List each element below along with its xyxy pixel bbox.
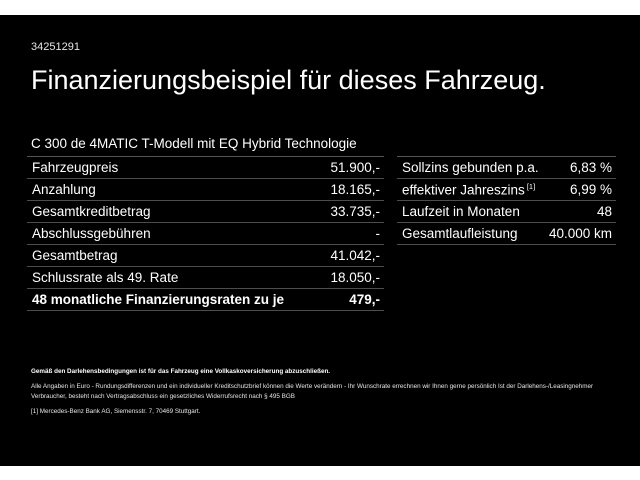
row-label: Gesamtlaufleistung (402, 226, 518, 241)
headline: Finanzierungsbeispiel für dieses Fahrzeug. (31, 65, 546, 95)
table-row (397, 157, 616, 179)
row-label: Abschlussgebühren (32, 226, 151, 241)
footnote-marker: [1] (526, 181, 536, 191)
row-value: 479,- (349, 292, 380, 307)
reference-id: 34251291 (31, 41, 80, 53)
table-row (27, 245, 384, 267)
row-value: 40.000 km (548, 226, 612, 241)
row-label: 48 monatliche Finanzierungsraten zu je (32, 292, 285, 307)
footnote-text: [1] Mercedes-Benz Bank AG, Siemensstr. 7, 70469 Stuttgart. (31, 407, 201, 415)
financing-panel (0, 15, 640, 466)
insurance-note: Gemäß den Darlehensbedingungen ist für das Fahrzeug eine Vollkaskoversicherung abzuschließen. (31, 368, 331, 375)
row-label: effektiver Jahreszins (402, 182, 525, 198)
row-value: 6,99 % (569, 182, 612, 197)
table-row (397, 201, 616, 223)
row-label: Schlussrate als 49. Rate (32, 270, 179, 285)
legal-notes (31, 367, 611, 417)
row-label: Laufzeit in Monaten (402, 204, 520, 219)
row-value: 18.165,- (330, 182, 380, 197)
row-label: Gesamtkreditbetrag (32, 204, 151, 219)
row-label: Sollzins gebunden p.a. (402, 160, 539, 175)
model-name: C 300 de 4MATIC T-Modell mit EQ Hybrid Technologie (31, 136, 357, 151)
table-row (397, 223, 616, 245)
table-row (27, 201, 384, 223)
row-label: Fahrzeugpreis (32, 160, 119, 175)
table-row (27, 157, 384, 179)
row-label: Anzahlung (32, 182, 96, 197)
row-value: - (375, 226, 380, 241)
monthly-rate-row (27, 289, 384, 311)
row-value: 33.735,- (330, 204, 380, 219)
row-value: 6,83 % (569, 160, 612, 175)
table-row (397, 179, 616, 201)
interest-table (397, 156, 616, 245)
table-row (27, 179, 384, 201)
table-row (27, 267, 384, 289)
row-value: 18.050,- (330, 270, 380, 285)
disclaimer-text: Alle Angaben in Euro - Rundungsdifferenzen und ein individueller Kreditschutzbrief können die Werte verändern - Ihr Wunschrate errechnen wir Ihnen gerne persönlich Ist der Darlehens-/Leasingnehmer Verbraucher, besteht nach Vertragsabschluss ein gesetzliches Widerrufsrecht nach § 495 BGB (31, 382, 594, 400)
row-value: 48 (596, 204, 612, 219)
row-label: Gesamtbetrag (32, 248, 118, 263)
table-row (27, 223, 384, 245)
row-value: 41.042,- (330, 248, 380, 263)
financing-table (27, 156, 384, 311)
row-value: 51.900,- (330, 160, 380, 175)
row-label-wrap (402, 182, 535, 198)
